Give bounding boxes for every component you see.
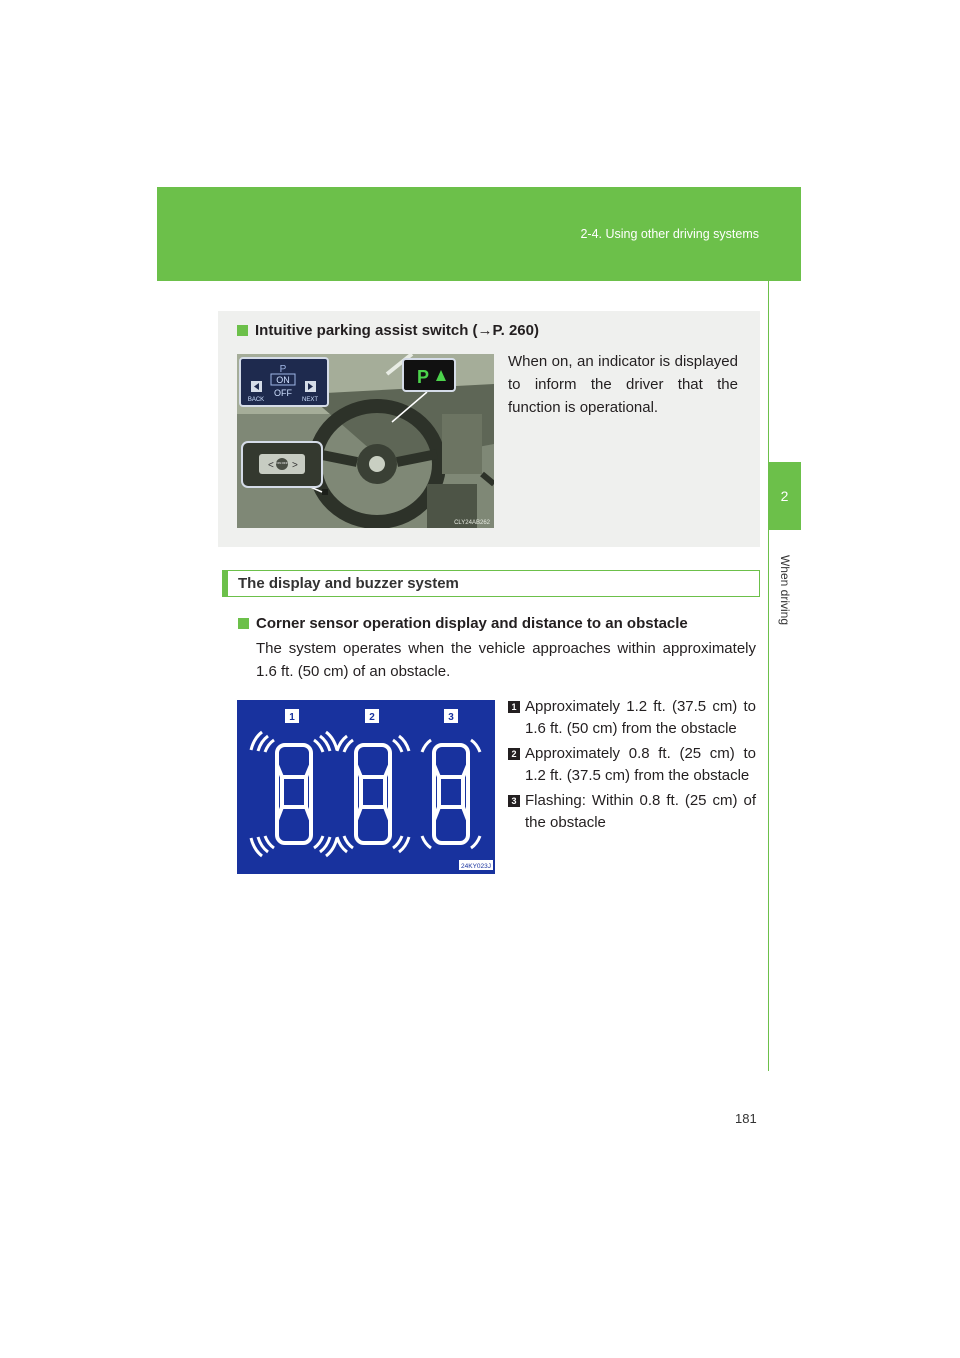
section-title-bar bbox=[222, 570, 760, 597]
margin-rule bbox=[768, 281, 769, 1071]
svg-text:3: 3 bbox=[448, 712, 454, 723]
screen-back-label: BACK bbox=[247, 397, 265, 403]
chapter-label-text: When driving bbox=[778, 554, 792, 626]
sensor-display-figure bbox=[237, 700, 495, 874]
photo-code: CLY24AB262 bbox=[454, 520, 490, 526]
svg-text:>: > bbox=[292, 460, 298, 471]
dashboard-photo bbox=[237, 354, 494, 528]
square-bullet-icon bbox=[238, 618, 249, 629]
figure-code: 24KY023J bbox=[461, 863, 491, 870]
page-number: 181 bbox=[735, 1111, 757, 1126]
tip-heading bbox=[237, 322, 539, 339]
sub-heading bbox=[238, 615, 688, 632]
tip-description: When on, an indicator is displayed to inform the driver that the function is operational. bbox=[508, 353, 738, 416]
figure-label-2 bbox=[365, 709, 379, 723]
screen-next-label: NEXT bbox=[301, 397, 319, 403]
list-item-text: Approximately 0.8 ft. (25 cm) to 1.2 ft. (37.5 cm) from the obstacle bbox=[525, 745, 756, 784]
screen-on-label: ON bbox=[276, 375, 290, 385]
car-display-2 bbox=[337, 736, 409, 852]
sensor-display-illustration bbox=[237, 700, 495, 874]
svg-text:1: 1 bbox=[289, 712, 295, 723]
list-item-text: Flashing: Within 0.8 ft. (25 cm) of the obstacle bbox=[525, 792, 756, 831]
number-marker: 1 bbox=[508, 701, 520, 713]
number-marker: 3 bbox=[508, 795, 520, 807]
number-marker: 2 bbox=[508, 748, 520, 760]
section-title: The display and buzzer system bbox=[238, 575, 459, 592]
chapter-number-tab: 2 bbox=[768, 462, 801, 530]
figure-label-1 bbox=[285, 709, 299, 723]
tip-heading-text: Intuitive parking assist switch (→P. 260) bbox=[255, 322, 539, 339]
figure-label-3 bbox=[444, 709, 458, 723]
intro-paragraph: The system operates when the vehicle approaches within approximately 1.6 ft. (50 cm) of an obstacle. bbox=[256, 640, 756, 680]
screen-off-label: OFF bbox=[274, 388, 292, 398]
list-item bbox=[508, 790, 756, 833]
svg-text:<: < bbox=[268, 460, 274, 471]
square-bullet-icon bbox=[237, 325, 248, 336]
switch-label: ON OFF bbox=[276, 461, 288, 465]
section-header-title: 2-4. Using other driving systems bbox=[580, 227, 759, 241]
car-display-3 bbox=[422, 740, 480, 848]
section-header-bar bbox=[157, 187, 801, 281]
svg-text:2: 2 bbox=[369, 712, 375, 723]
parking-assist-indicator: P bbox=[416, 367, 430, 387]
screen-indicator-label: P bbox=[279, 364, 287, 375]
list-item bbox=[508, 696, 756, 739]
list-item-text: Approximately 1.2 ft. (37.5 cm) to 1.6 ft. (50 cm) from the obstacle bbox=[525, 698, 756, 737]
sub-heading-text: Corner sensor operation display and distance to an obstacle bbox=[256, 615, 688, 632]
dashboard-illustration bbox=[237, 354, 494, 528]
distance-list bbox=[508, 696, 756, 837]
list-item bbox=[508, 743, 756, 786]
car-display-1 bbox=[251, 732, 337, 856]
